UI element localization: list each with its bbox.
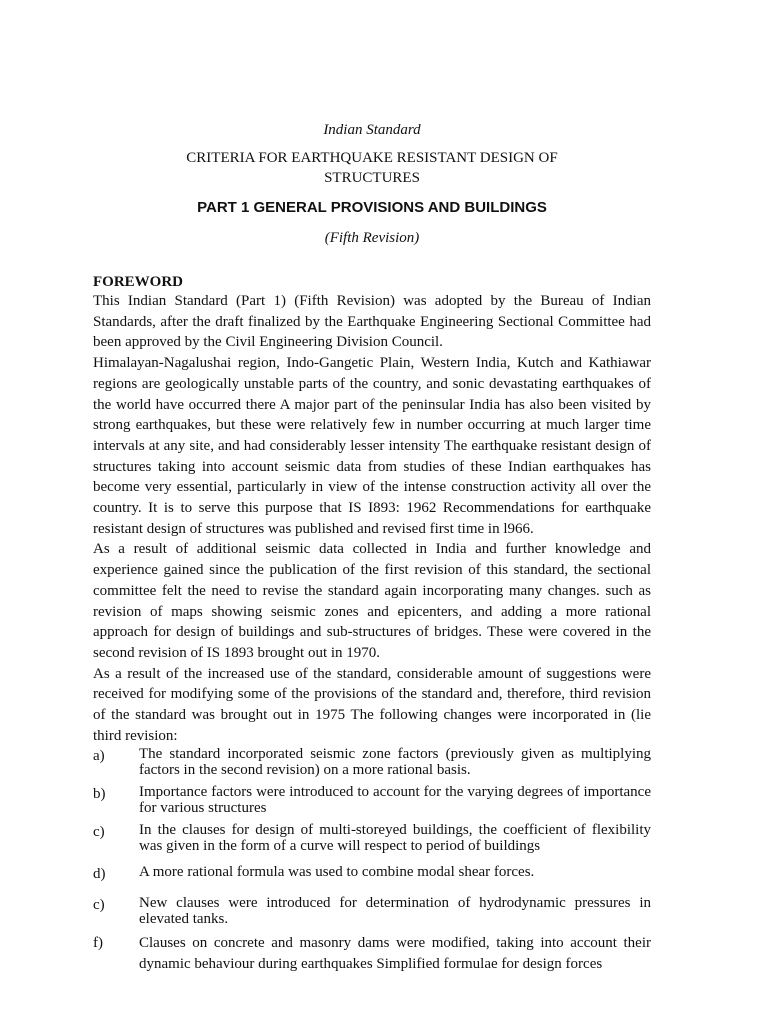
list-item [93, 746, 651, 778]
part-title: PART 1 GENERAL PROVISIONS AND BUILDINGS [197, 199, 547, 216]
foreword-paragraph: This Indian Standard (Part 1) (Fifth Revision) was adopted by the Bureau of Indian Standards, after the draft finalized by the Earthquake Engineering Sectional Committee had been approved by the Civil Engineering Division Council. [93, 293, 651, 351]
list-item-marker: b) [93, 786, 106, 803]
list-item-marker: c) [93, 897, 105, 914]
list-item-marker: d) [93, 866, 106, 883]
foreword-paragraph: As a result of the increased use of the standard, considerable amount of suggestions were received for modifying some of the provisions of the standard and, therefore, third revision of the standard was brought out in 1975 The following changes were incorporated in (lie third revision: [93, 665, 651, 744]
document-title [93, 148, 651, 188]
list-item [93, 784, 651, 816]
list-item-text: In the clauses for design of multi-storeyed buildings, the coefficient of flexibility was given in the form of a curve will respect to period of buildings [139, 822, 651, 855]
foreword-paragraph: As a result of additional seismic data collected in India and further knowledge and experience gained since the publication of the first revision of this standard, the sectional committee felt the need to revise the standard again incorporating many changes. such as revision of maps showing seismic zones and epicenters, and adding a more rational approach for design of buildings and sub-structures of bridges. These were covered in the second revision of IS 1893 brought out in 1970. [93, 541, 651, 661]
list-item-text: Importance factors were introduced to account for the varying degrees of importance for various structures [139, 784, 651, 817]
list-item [93, 895, 651, 927]
list-item [93, 822, 651, 854]
document-title-line1: CRITERIA FOR EARTHQUAKE RESISTANT DESIGN OF [186, 150, 558, 166]
document-title-line2: STRUCTURES [324, 170, 420, 186]
list-item-text: The standard incorporated seismic zone factors (previously given as multiplying factors in the second revision) on a more rational basis. [139, 746, 651, 779]
list-item [93, 933, 651, 974]
list-item-marker: c) [93, 824, 105, 841]
document-subtitle: Indian Standard [323, 122, 421, 138]
foreword-heading: FOREWORD [93, 274, 183, 290]
document-page [93, 120, 651, 975]
revision-label: (Fifth Revision) [324, 230, 420, 246]
list-item-text: A more rational formula was used to combine modal shear forces. [139, 864, 535, 881]
list-item [93, 864, 651, 885]
revision-changes-list [93, 746, 651, 974]
foreword-paragraph: Himalayan-Nagalushai region, Indo-Gangetic Plain, Western India, Kutch and Kathiawar regions are geologically unstable parts of the country, and sonic devastating earthquakes of the world have occurred there A major part of the peninsular India has also been visited by strong earthquakes, but these were relatively few in number occurring at much larger time intervals at any site, and had considerably lesser intensity The earthquake resistant design of structures taking into account seismic data from studies of these Indian earthquakes has become very essential, particularly in view of the intense construction activity all over the country. It is to serve this purpose that IS I893: 1962 Recommendations for earthquake resistant design of structures was published and revised first time in l966. [93, 355, 651, 537]
list-item-marker: f) [93, 935, 103, 952]
list-item-text: Clauses on concrete and masonry dams were modified, taking into account their dynamic behaviour during earthquakes Simplified formulae for design forces [139, 935, 651, 972]
list-item-marker: a) [93, 748, 105, 765]
list-item-text: New clauses were introduced for determination of hydrodynamic pressures in elevated tanks. [139, 895, 651, 928]
